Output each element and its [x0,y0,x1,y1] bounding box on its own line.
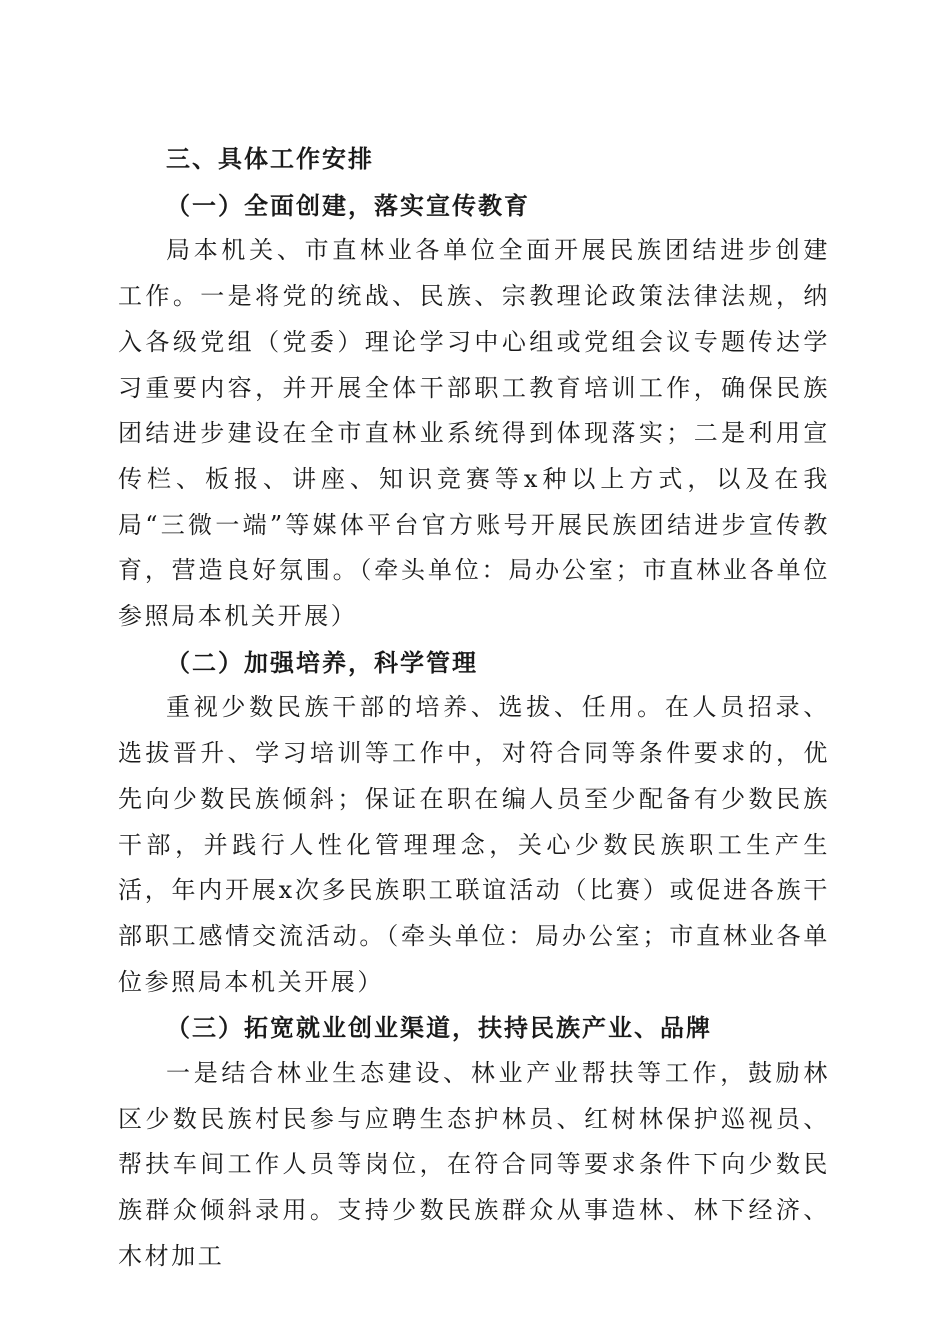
subsection-1-title: （一）全面创建，落实宣传教育 [166,190,530,220]
section-title: 三、具体工作安排 [166,145,374,173]
subsection-3-paragraph: 一是结合林业生态建设、林业产业帮扶等工作，鼓励林区少数民族村民参与应聘生态护林员、红树林保护巡视员、帮扶车间工作人员等岗位，在符合同等要求条件下向少数民族群众倾斜录用。支持少数民族群众从事造林、林下经济、木材加工 [118,1059,830,1270]
subsection-2-paragraph: 重视少数民族干部的培养、选拔、任用。在人员招录、选拔晋升、学习培训等工作中，对符合同等条件要求的，优先向少数民族倾斜；保证在职在编人员至少配备有少数民族干部，并践行人性化管理理念，关心少数民族职工生产生活，年内开展x次多民族职工联谊活动（比赛）或促进各族干部职工感情交流活动。（牵头单位：局办公室；市直林业各单位参照局本机关开展） [118,693,830,996]
subsection-3-title: （三）拓宽就业创业渠道，扶持民族产业、品牌 [166,1013,712,1043]
subsection-2-title: （二）加强培养，科学管理 [166,647,478,677]
subsection-1-paragraph: 局本机关、市直林业各单位全面开展民族团结进步创建工作。一是将党的统战、民族、宗教理论政策法律法规，纳入各级党组（党委）理论学习中心组或党组会议专题传达学习重要内容，并开展全体干部职工教育培训工作，确保民族团结进步建设在全市直林业系统得到体现落实；二是利用宣传栏、板报、讲座、知识竞赛等x种以上方式，以及在我局“三微一端”等媒体平台官方账号开展民族团结进步宣传教育，营造良好氛围。（牵头单位：局办公室；市直林业各单位参照局本机关开展） [118,236,830,631]
document-body [118,137,830,1280]
